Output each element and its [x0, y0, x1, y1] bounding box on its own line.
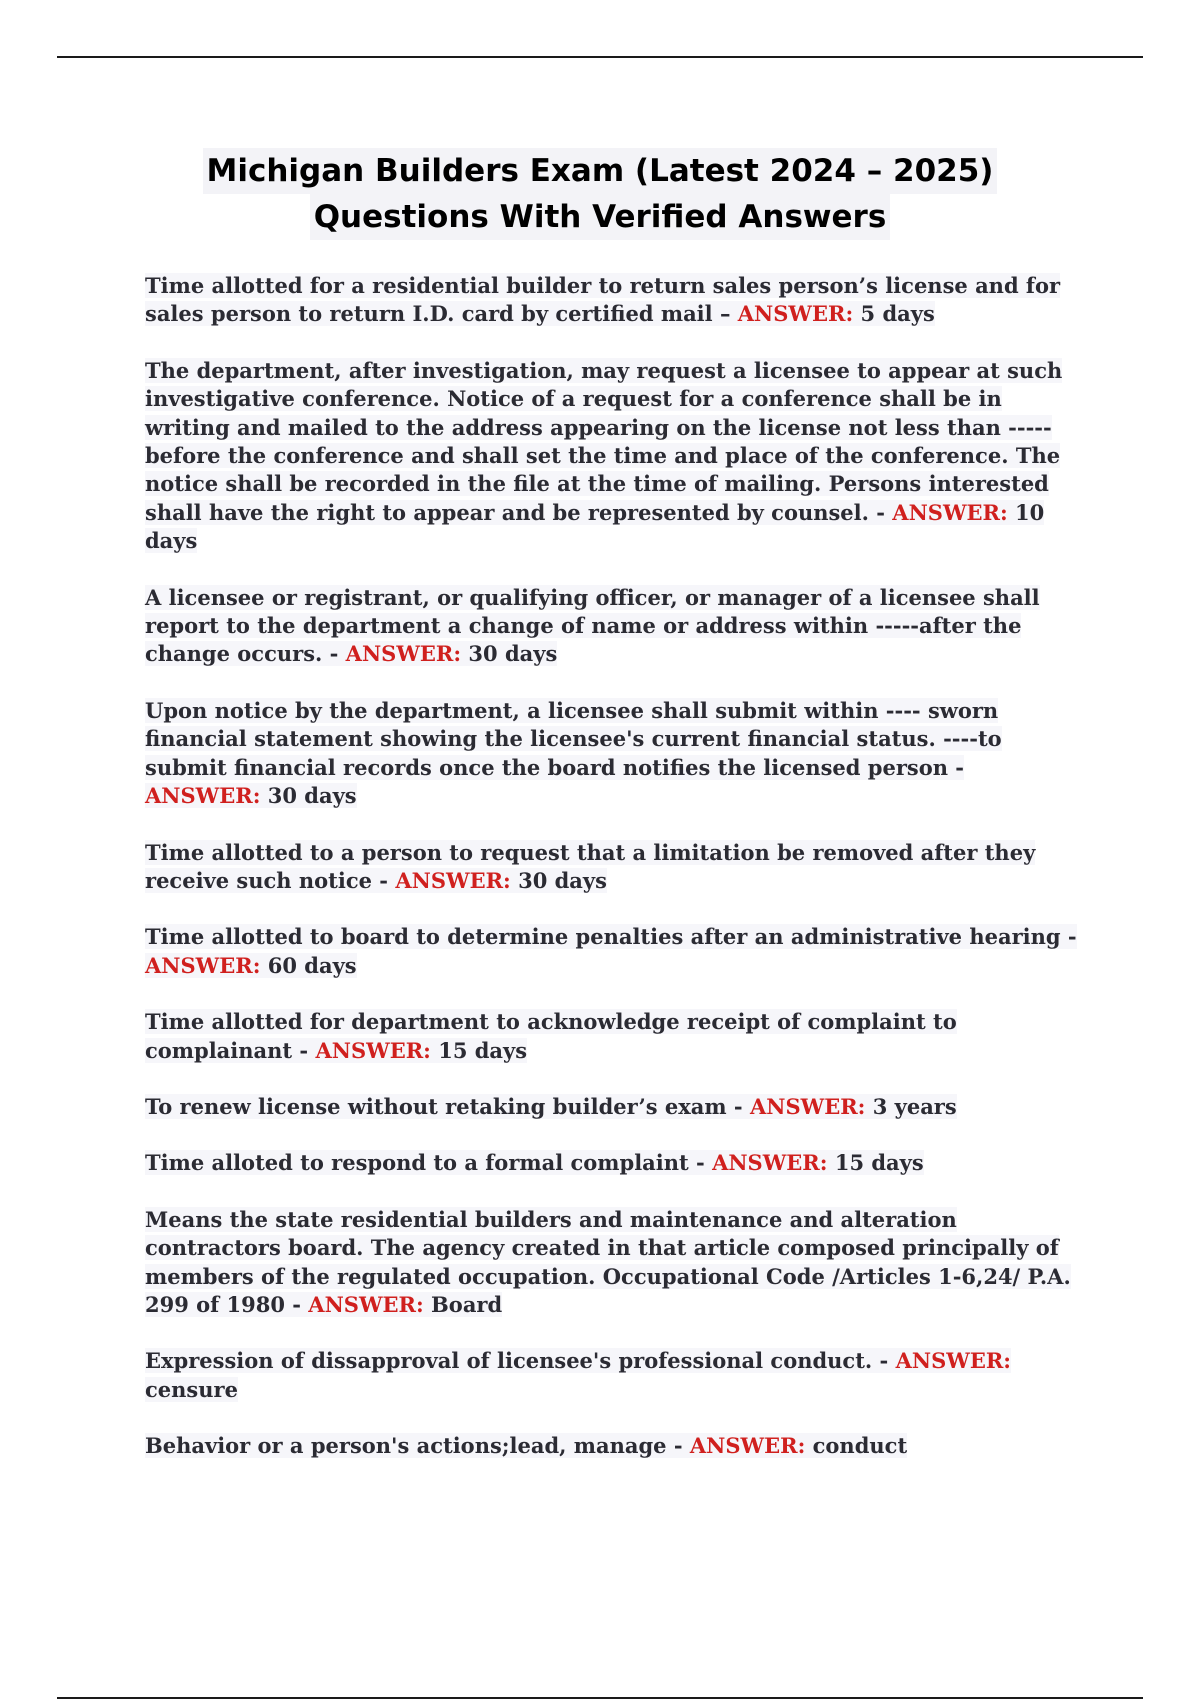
- qa-item: [145, 357, 1085, 556]
- question-text: A licensee or registrant, or qualifying officer, or manager of a licensee shall report to the department a change of name or address within -----after the change occurs. -: [145, 584, 1040, 667]
- qa-item: [145, 1149, 1085, 1177]
- answer-value: conduct: [805, 1433, 908, 1459]
- question-text: Time allotted for department to acknowledge receipt of complaint to complainant -: [145, 1009, 957, 1063]
- qa-item: [145, 272, 1085, 329]
- answer-label: ANSWER:: [895, 1348, 1012, 1374]
- top-rule: [57, 56, 1143, 58]
- question-text: The department, after investigation, may request a licensee to appear at such investigative conference. Notice of a request for a conference shall be in writing and mailed to the address appearing on the license not less than ----- before the conference and shall set the time and place of the conference. The notice shall be recorded in the file at the time of mailing. Persons interested shall have the right to appear and be represented by counsel. -: [145, 357, 1063, 525]
- answer-label: ANSWER:: [737, 301, 854, 327]
- qa-item: [145, 1008, 1085, 1065]
- question-text: Behavior or a person's actions;lead, manage -: [145, 1433, 690, 1459]
- question-text: Expression of dissapproval of licensee's professional conduct. -: [145, 1348, 896, 1374]
- qa-item: [145, 923, 1085, 980]
- answer-value: Board: [423, 1291, 503, 1317]
- qa-item: [145, 1432, 1085, 1460]
- answer-value: 15 days: [827, 1150, 924, 1176]
- bottom-rule: [57, 1697, 1143, 1699]
- qa-item: [145, 1347, 1085, 1404]
- question-text: Upon notice by the department, a licensee shall submit within ---- sworn financial statement showing the licensee's current financial status. ----to submit financial records once the board notifies the licensed person -: [145, 697, 1002, 780]
- question-text: Means the state residential builders and maintenance and alteration contractors board. The agency created in that article composed principally of members of the regulated occupation. Occupational Code /Articles 1-6,24/ P.A. 299 of 1980 -: [145, 1206, 1071, 1317]
- title-line-1: Michigan Builders Exam (Latest 2024 – 2025): [203, 148, 998, 194]
- question-text: Time alloted to respond to a formal complaint -: [145, 1150, 713, 1176]
- answer-value: 30 days: [461, 641, 558, 667]
- answer-label: ANSWER:: [308, 1291, 424, 1317]
- answer-label: ANSWER:: [395, 867, 511, 893]
- question-text: Time allotted to board to determine penalties after an administrative hearing -: [145, 924, 1077, 950]
- question-text: To renew license without retaking builder’s exam -: [145, 1093, 750, 1119]
- question-text: Time allotted to a person to request that a limitation be removed after they receive such notice -: [145, 839, 1036, 893]
- answer-label: ANSWER:: [749, 1093, 866, 1119]
- answer-value: 5 days: [853, 301, 935, 327]
- answer-label: ANSWER:: [689, 1433, 806, 1459]
- answer-label: ANSWER:: [345, 641, 462, 667]
- answer-value: 30 days: [260, 783, 357, 809]
- qa-item: [145, 1206, 1085, 1320]
- qa-item: [145, 697, 1085, 811]
- answer-label: ANSWER:: [892, 499, 1008, 525]
- title-line-2: Questions With Verified Answers: [310, 194, 891, 240]
- question-text: Time allotted for a residential builder to return sales person’s license and for sales person to return I.D. card by certified mail –: [145, 273, 1061, 327]
- answer-label: ANSWER:: [145, 952, 261, 978]
- qa-item: [145, 584, 1085, 669]
- answer-value: 3 years: [865, 1093, 957, 1119]
- answer-value: 15 days: [430, 1037, 528, 1063]
- document-title: [0, 148, 1200, 240]
- qa-list: [145, 272, 1085, 1489]
- answer-label: ANSWER:: [315, 1037, 431, 1063]
- qa-item: [145, 839, 1085, 896]
- answer-value: 10 days: [145, 499, 1045, 554]
- answer-label: ANSWER:: [145, 783, 261, 809]
- answer-value: 30 days: [510, 867, 607, 893]
- answer-value: censure: [145, 1376, 238, 1402]
- answer-label: ANSWER:: [712, 1150, 828, 1176]
- answer-value: 60 days: [260, 952, 357, 978]
- qa-item: [145, 1093, 1085, 1121]
